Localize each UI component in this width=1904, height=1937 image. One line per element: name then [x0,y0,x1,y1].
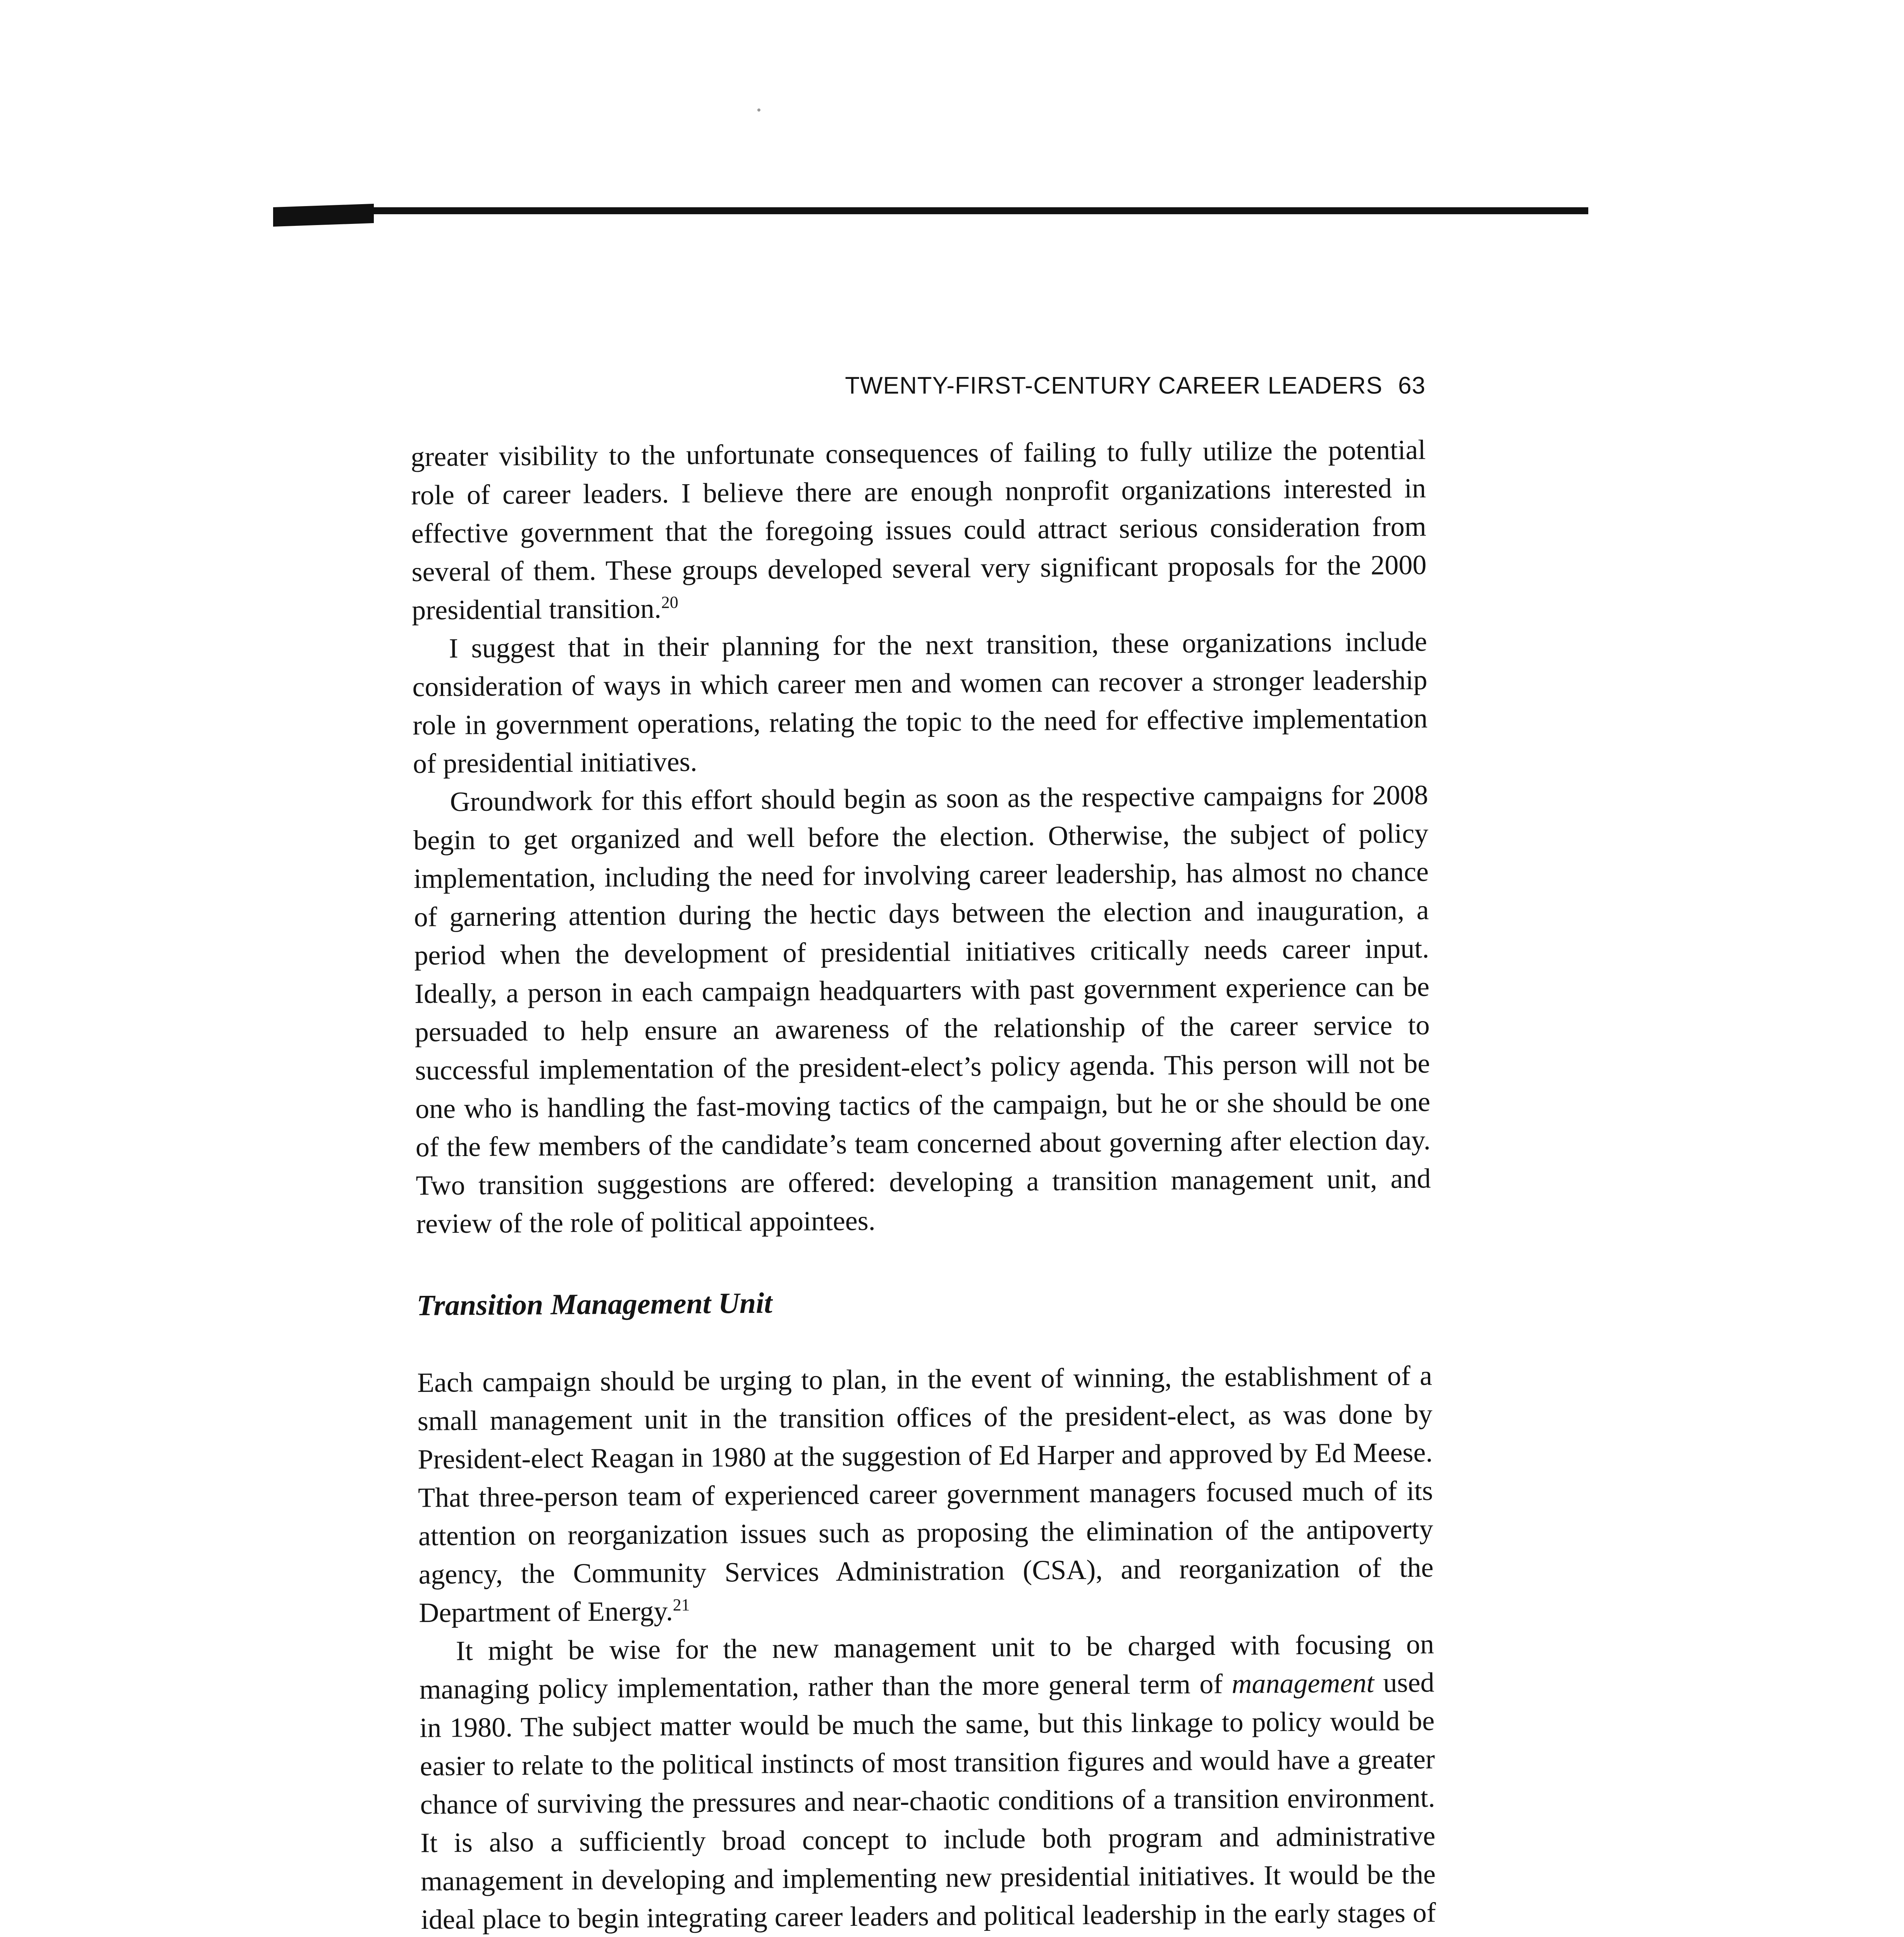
body-text [411,431,1436,1937]
paragraph-text: I suggest that in their planning for the next transition, these organizations include consideration of ways in which career men and women can recover a stronger leadership role in government operations, relating the topic to the need for effective implementation of presidential initiatives. [412,626,1428,779]
footnote-ref: 21 [673,1595,690,1615]
running-head [806,372,1426,399]
paragraph [417,1357,1434,1632]
paragraph [411,431,1427,630]
footnote-ref: 20 [661,593,679,612]
emphasized-term: management [1231,1667,1374,1700]
running-head-title: TWENTY-FIRST-CENTURY CAREER LEADERS [845,372,1383,399]
page-number: 63 [1398,372,1426,399]
paragraph-text: used in 1980. The subject matter would be much the same, but this linkage to policy would be easier to relate to the political instincts of most transition figures and would have a greater chance of surviving the pressures and near-chaotic conditions of a transition environment. It is also a sufficiently broad concept to include both program and administrative management in developing and implementing new presidential initiatives. It would be the ideal place to begin integrating career leaders and political leadership in the early stages of [419,1667,1436,1935]
paragraph-text: It might be wise for the new management unit to be charged with focusing on managing policy implementation, rather than the more general term of [419,1628,1434,1705]
paragraph [412,623,1428,783]
paragraph-text: greater visibility to the unfortunate consequences of failing to fully utilize the potential role of career leaders. I believe there are enough nonprofit organizations interested in effective government that the foregoing issues could attract serious consideration from several of them. These groups developed several very significant proposals for the 2000 presidential transition. [411,434,1427,626]
paragraph-text: Each campaign should be urging to plan, in the event of winning, the establishment of a small management unit in the transition offices of the president-elect, as was done by President-elect Reagan in 1980 at the suggestion of Ed Harper and approved by Ed Meese. That three-person team of experienced career government managers focused much of its attention on reorganization issues such as proposing the elimination of the antipoverty agency, the Community Services Administration (CSA), and reorganization of the Department of Energy. [417,1360,1434,1628]
paragraph-text: Groundwork for this effort should begin as soon as the respective campaigns for 2008 begin to get organized and well before the election. Otherwise, the subject of policy implementation, including the need for involving career leadership, has almost no chance of garnering attention during the hectic days between the election and inauguration, a period when the development of presidential initiatives critically needs career input. Ideally, a person in each campaign headquarters with past government experience can be persuaded to help ensure an awareness of the relationship of the career service to successful implementation of the president-elect’s policy agenda. This person will not be one who is handling the fast-moving tactics of the campaign, but he or she should be one of the few members of the candidate’s team concerned about governing after election day. Two transition suggestions are offered: developing a transition management unit, and review of the role of political appointees. [413,779,1431,1239]
section-heading: Transition Management Unit [416,1287,772,1322]
paragraph [413,776,1431,1243]
paragraph [419,1625,1436,1937]
scan-edge-top [273,207,1588,214]
scan-speck [757,108,760,112]
